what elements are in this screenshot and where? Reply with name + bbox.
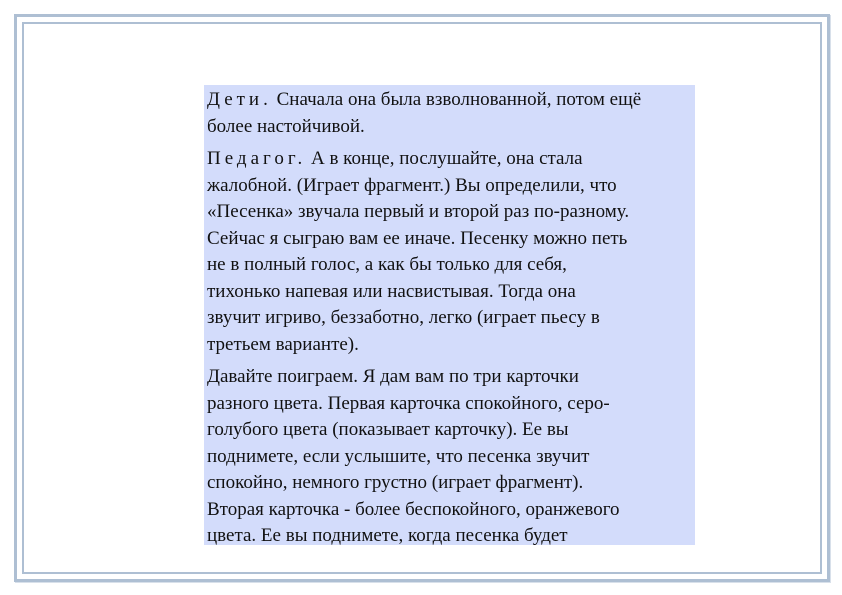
paragraph-text: Сначала она была взволнованной, потом ещё более настойчивой. [207, 89, 642, 137]
paragraph-text: Давайте поиграем. Я дам вам по три карточки разного цвета. Первая карточка спокойного, серо- голубого цвета (показывает карточку). Ее вы поднимете, если услышите, что песенка звучит спокойно, немного грустно (играет фрагмент). Вторая карточка - более беспокойного, оранжевого цвета. Ее вы поднимете, когда песенка будет [207, 366, 620, 545]
paragraph-text: А в конце, послушайте, она стала жалобной. (Играет фрагмент.) Вы определили, что «Песенка» звучала первый и второй раз по-разному. Сейчас я сыграю вам ее иначе. Песенку можно петь не в полный голос, а как бы только для себя, тихонько напевая или насвистывая. Тогда она звучит игриво, беззаботно, легко (играет пьесу в третьем варианте). [207, 148, 630, 355]
text-box [204, 85, 695, 545]
speaker-label: Педагог. [207, 148, 307, 169]
paragraph-game [207, 364, 695, 545]
speaker-label: Дети. [207, 89, 272, 110]
paragraph-children [207, 87, 695, 140]
paragraph-teacher [207, 146, 695, 358]
